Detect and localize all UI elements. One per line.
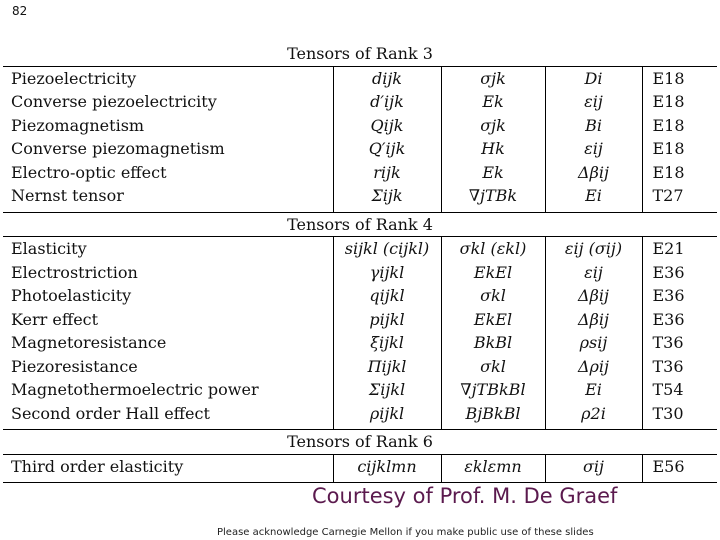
reference-code: T27	[642, 184, 717, 208]
cause-quantity: σjk	[441, 66, 545, 90]
section-title: Tensors of Rank 4	[3, 212, 717, 237]
tensor-symbol: sijkl (cijkl)	[333, 237, 441, 261]
effect-quantity: σij	[545, 454, 642, 478]
effect-quantity: Δβij	[545, 308, 642, 332]
property-name: Electro-optic effect	[11, 162, 167, 182]
property-name: Electrostriction	[11, 262, 138, 282]
table-row	[3, 331, 717, 355]
acknowledgement-note: Please acknowledge Carnegie Mellon if you make public use of these slides	[217, 527, 594, 538]
reference-code: T36	[642, 331, 717, 355]
property-name: Piezomagnetism	[11, 115, 145, 135]
table-row	[3, 137, 717, 161]
effect-quantity: ρ2i	[545, 402, 642, 426]
reference-code: E18	[642, 114, 717, 138]
section-title: Tensors of Rank 3	[3, 42, 717, 66]
cause-quantity: EkEl	[441, 308, 545, 332]
property-name: Magnetothermoelectric power	[11, 380, 259, 399]
cause-quantity: σkl (εkl)	[441, 237, 545, 261]
table-row	[3, 66, 717, 90]
tensor-symbol: Qijk	[333, 114, 441, 138]
table-row	[3, 90, 717, 114]
reference-code: E18	[642, 90, 717, 114]
cause-quantity: σkl	[441, 284, 545, 308]
cause-quantity: ∇jTBk	[441, 184, 545, 208]
table-row	[3, 237, 717, 261]
effect-quantity: εij	[545, 261, 642, 285]
reference-code: E56	[642, 454, 717, 478]
property-name: Piezoelectricity	[11, 68, 137, 88]
table-row	[3, 114, 717, 138]
tensor-symbol: γijkl	[333, 261, 441, 285]
section-header	[3, 42, 717, 66]
reference-code: E36	[642, 308, 717, 332]
cause-quantity: BkBl	[441, 331, 545, 355]
effect-quantity: εij	[545, 90, 642, 114]
reference-code: E18	[642, 137, 717, 161]
property-name: Third order elasticity	[11, 456, 184, 476]
reference-code: T54	[642, 378, 717, 402]
property-name: Converse piezoelectricity	[11, 92, 217, 111]
effect-quantity: Ei	[545, 184, 642, 208]
table-row	[3, 402, 717, 426]
property-name: Elasticity	[11, 239, 87, 258]
table-row	[3, 161, 717, 185]
property-name: Converse piezomagnetism	[11, 139, 225, 158]
table-row	[3, 308, 717, 332]
effect-quantity: εij (σij)	[545, 237, 642, 261]
tensor-symbol: rijk	[333, 161, 441, 185]
reference-code: E18	[642, 161, 717, 185]
table-row	[3, 355, 717, 379]
effect-quantity: Δβij	[545, 284, 642, 308]
property-name: Piezoresistance	[11, 356, 138, 376]
cause-quantity: ∇jTBkBl	[441, 378, 545, 402]
tensor-symbol: Πijkl	[333, 355, 441, 379]
spacer-cell	[3, 478, 333, 483]
reference-code: E18	[642, 66, 717, 90]
effect-quantity: Bi	[545, 114, 642, 138]
cause-quantity: εklεmn	[441, 454, 545, 478]
tensor-symbol: Q′ijk	[333, 137, 441, 161]
tensor-table	[3, 42, 717, 483]
tensor-symbol: pijkl	[333, 308, 441, 332]
cause-quantity: Ek	[441, 90, 545, 114]
table-row	[3, 261, 717, 285]
cause-quantity: Hk	[441, 137, 545, 161]
tensor-symbol: ρijkl	[333, 402, 441, 426]
effect-quantity: ρsij	[545, 331, 642, 355]
spacer-cell	[441, 478, 545, 483]
effect-quantity: Di	[545, 66, 642, 90]
cause-quantity: BjBkBl	[441, 402, 545, 426]
tensor-symbol: Σijk	[333, 184, 441, 208]
tensor-symbol: Σijkl	[333, 378, 441, 402]
cause-quantity: EkEl	[441, 261, 545, 285]
table-row	[3, 184, 717, 208]
table-row	[3, 454, 717, 478]
reference-code: T36	[642, 355, 717, 379]
tensor-symbol: qijkl	[333, 284, 441, 308]
reference-code: E36	[642, 284, 717, 308]
row-spacer	[3, 478, 717, 483]
property-name: Kerr effect	[11, 309, 99, 329]
page-number: 82	[12, 4, 28, 18]
reference-code: T30	[642, 402, 717, 426]
spacer-cell	[545, 478, 642, 483]
effect-quantity: Δβij	[545, 161, 642, 185]
property-name: Magnetoresistance	[11, 333, 167, 352]
cause-quantity: σjk	[441, 114, 545, 138]
effect-quantity: Ei	[545, 378, 642, 402]
spacer-cell	[642, 478, 717, 483]
tensor-symbol: d′ijk	[333, 90, 441, 114]
tensor-symbol: cijklmn	[333, 454, 441, 478]
property-name: Photoelasticity	[11, 286, 132, 305]
tensor-symbol: ξijkl	[333, 331, 441, 355]
section-header	[3, 212, 717, 237]
reference-code: E36	[642, 261, 717, 285]
table-row	[3, 284, 717, 308]
cause-quantity: Ek	[441, 161, 545, 185]
effect-quantity: εij	[545, 137, 642, 161]
property-name: Second order Hall effect	[11, 403, 210, 423]
effect-quantity: Δρij	[545, 355, 642, 379]
section-title: Tensors of Rank 6	[3, 430, 717, 455]
reference-code: E21	[642, 237, 717, 261]
spacer-cell	[333, 478, 441, 483]
cause-quantity: σkl	[441, 355, 545, 379]
property-name: Nernst tensor	[11, 186, 124, 205]
table-row	[3, 378, 717, 402]
tensor-symbol: dijk	[333, 66, 441, 90]
credit-line: Courtesy of Prof. M. De Graef	[312, 484, 618, 508]
section-header	[3, 430, 717, 455]
